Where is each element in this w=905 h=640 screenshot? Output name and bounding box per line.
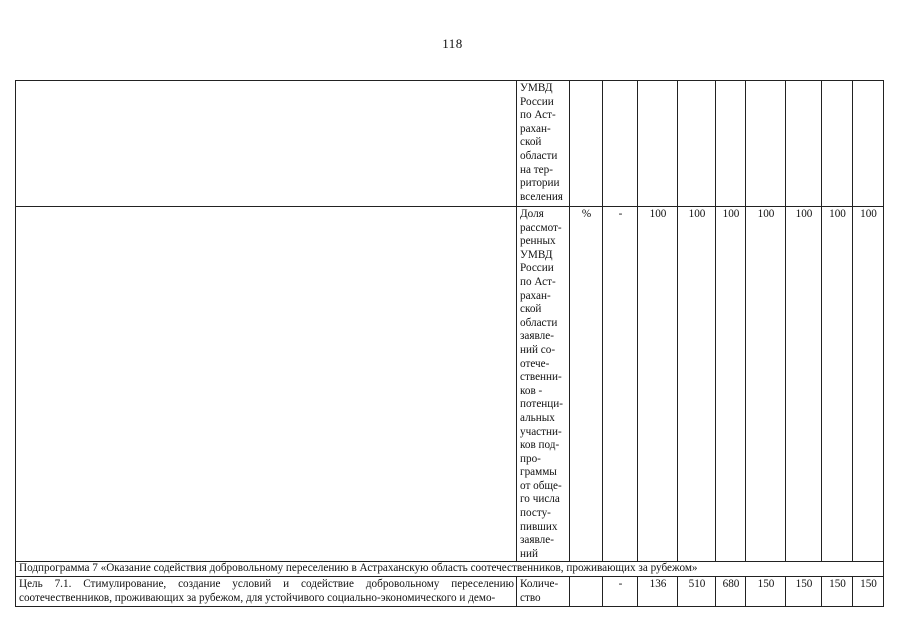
indicator-line: граммы [520, 466, 557, 479]
indicator-line: рассмот- [520, 221, 562, 234]
indicator-line: России [520, 262, 554, 275]
indicator-line: ской [520, 303, 542, 316]
value-cell [786, 81, 822, 207]
base-cell [603, 81, 638, 207]
indicator-cell [517, 207, 570, 562]
indicator-line: УМВД [520, 82, 553, 94]
goal-text: Цель 7.1. Стимулирование, создание условий и содействие добровольному переселению соотечественников, проживающих за рубежом, для устойчивого социально-экономического и демо- [16, 577, 517, 606]
base-cell: - [603, 577, 638, 606]
value-cell: 136 [638, 577, 678, 606]
value-cell [822, 81, 853, 207]
indicator-line: ний со- [520, 343, 556, 356]
indicator-line: УМВД [520, 248, 553, 261]
indicator-line: области [520, 149, 558, 162]
value-cell [853, 81, 884, 207]
indicator-line: заявле- [520, 534, 554, 547]
unit-cell: % [570, 207, 603, 562]
table-row-share [16, 207, 884, 562]
value-cell: 100 [678, 207, 716, 562]
indicators-table [15, 80, 884, 607]
goal-cell-empty [16, 207, 517, 562]
value-cell: 100 [853, 207, 884, 562]
indicator-line: отече- [520, 357, 550, 370]
indicator-line: ков под- [520, 439, 560, 452]
indicator-line: ренных [520, 235, 556, 248]
value-cell: 510 [678, 577, 716, 606]
base-cell: - [603, 207, 638, 562]
value-cell: 100 [786, 207, 822, 562]
value-cell: 150 [746, 577, 786, 606]
value-cell: 150 [786, 577, 822, 606]
indicator-line: ний [520, 547, 538, 560]
indicator-line: потенци- [520, 398, 563, 411]
indicator-line: Доля [520, 208, 544, 220]
value-cell: 150 [853, 577, 884, 606]
indicator-line: заявле- [520, 330, 554, 343]
indicator-line: ков - [520, 384, 543, 397]
indicator-line: участни- [520, 425, 562, 438]
indicator-line: по Аст- [520, 275, 556, 288]
subprogram-header-row [16, 562, 884, 577]
value-cell [678, 81, 716, 207]
indicator-line: России [520, 95, 554, 108]
indicator-line: ственни- [520, 371, 562, 384]
indicator-line: го числа [520, 493, 560, 506]
page-number: 118 [442, 36, 463, 51]
value-cell: 100 [746, 207, 786, 562]
indicator-line: Количе- [520, 578, 559, 591]
indicator-line: посту- [520, 507, 551, 520]
unit-cell [570, 577, 603, 606]
table-row-goal [16, 577, 884, 606]
indicator-line: рахан- [520, 289, 551, 302]
subprogram-header: Подпрограмма 7 «Оказание содействия добровольному переселению в Астраханскую область соотечественников, проживающих за рубежом» [16, 562, 884, 577]
indicator-line: области [520, 316, 558, 329]
table-row-authority [16, 81, 884, 207]
value-cell [638, 81, 678, 207]
value-cell: 150 [822, 577, 853, 606]
indicator-line: по Аст- [520, 109, 556, 122]
indicator-line: ской [520, 136, 542, 149]
unit-cell [570, 81, 603, 207]
value-cell [716, 81, 746, 207]
value-cell [746, 81, 786, 207]
value-cell: 680 [716, 577, 746, 606]
goal-cell-empty [16, 81, 517, 207]
indicator-line: пивших [520, 520, 558, 533]
indicator-line: ство [520, 592, 541, 605]
indicator-line: ритории [520, 177, 560, 190]
indicator-line: на тер- [520, 163, 553, 176]
indicator-line: альных [520, 411, 555, 424]
indicator-line: вселения [520, 190, 563, 203]
indicator-line: про- [520, 452, 541, 465]
indicator-line: рахан- [520, 122, 551, 135]
value-cell: 100 [638, 207, 678, 562]
indicator-cell [517, 81, 570, 207]
indicator-line: от обще- [520, 479, 562, 492]
value-cell: 100 [822, 207, 853, 562]
value-cell: 100 [716, 207, 746, 562]
indicator-cell [517, 577, 570, 606]
